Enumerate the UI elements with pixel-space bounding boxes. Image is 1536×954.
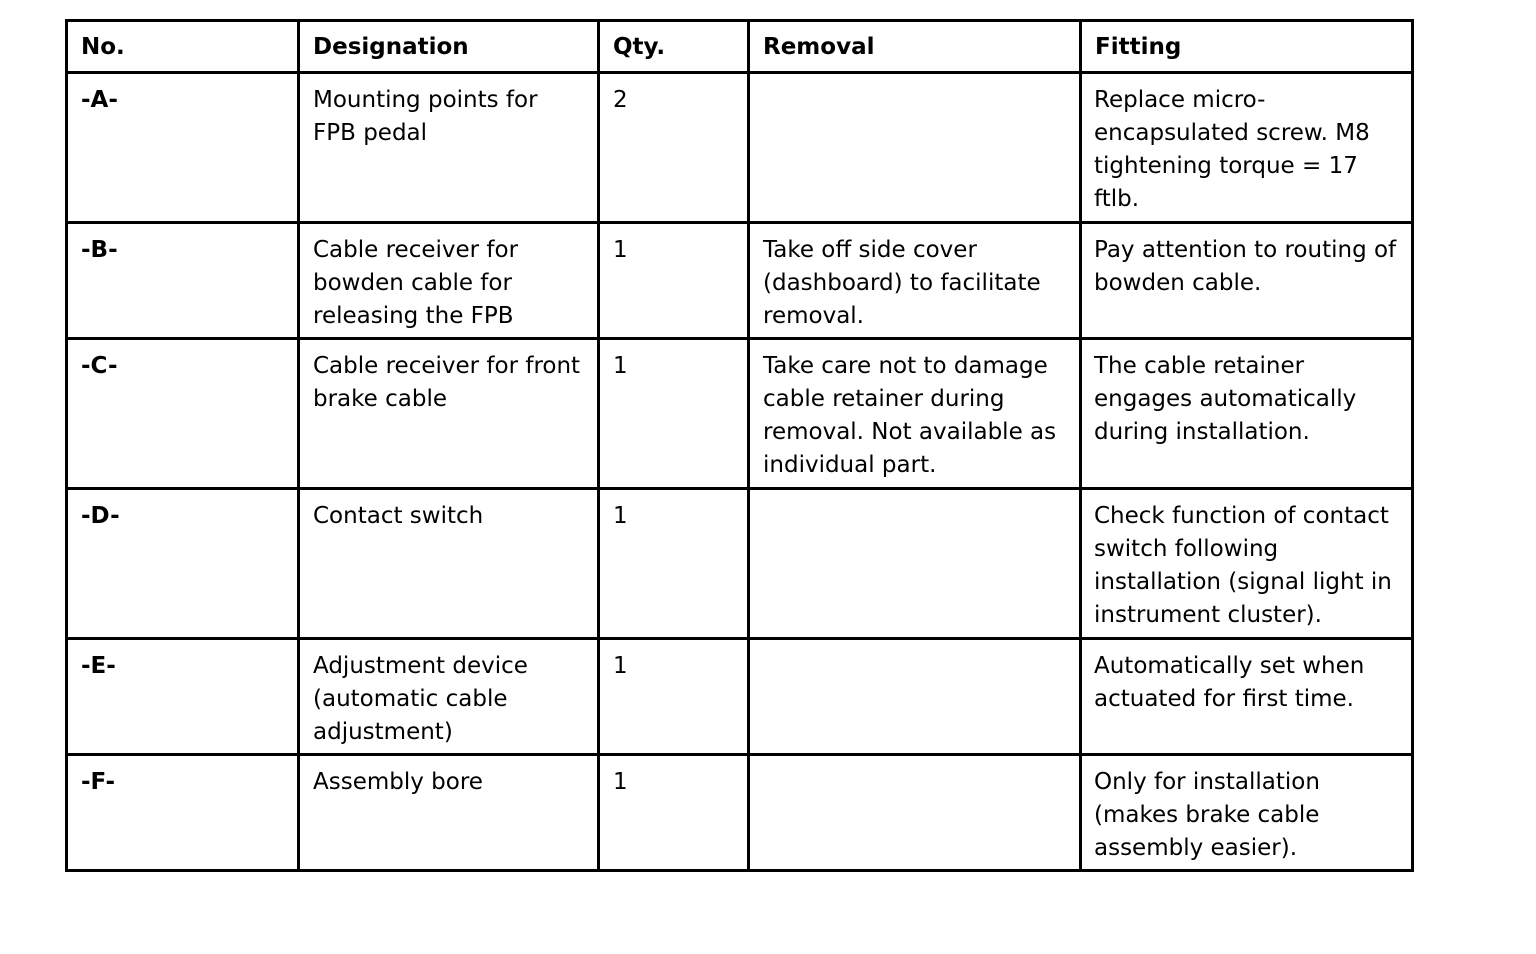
cell-removal: Take care not to damage cable retainer during removal. Not available as individual part. bbox=[749, 339, 1081, 489]
table-row bbox=[67, 489, 1413, 639]
cell-designation: Contact switch bbox=[299, 489, 599, 639]
cell-designation: Cable receiver for front brake cable bbox=[299, 339, 599, 489]
cell-qty: 1 bbox=[599, 223, 749, 339]
cell-removal: Take off side cover (dashboard) to facilitate removal. bbox=[749, 223, 1081, 339]
cell-fitting: Check function of contact switch following installation (signal light in instrument cluster). bbox=[1081, 489, 1413, 639]
header-removal: Removal bbox=[749, 21, 1081, 73]
cell-designation: Adjustment device (automatic cable adjustment) bbox=[299, 639, 599, 755]
header-no: No. bbox=[67, 21, 299, 73]
table-row bbox=[67, 339, 1413, 489]
cell-no: -B- bbox=[67, 223, 299, 339]
header-row bbox=[67, 21, 1413, 73]
table-row bbox=[67, 755, 1413, 871]
cell-qty: 1 bbox=[599, 755, 749, 871]
parts-table-sheet bbox=[65, 19, 1414, 872]
cell-no: -A- bbox=[67, 73, 299, 223]
cell-removal bbox=[749, 755, 1081, 871]
cell-qty: 1 bbox=[599, 639, 749, 755]
cell-no: -E- bbox=[67, 639, 299, 755]
cell-qty: 2 bbox=[599, 73, 749, 223]
cell-removal bbox=[749, 489, 1081, 639]
cell-qty: 1 bbox=[599, 339, 749, 489]
cell-fitting: The cable retainer engages automatically during installation. bbox=[1081, 339, 1413, 489]
cell-designation: Mounting points for FPB pedal bbox=[299, 73, 599, 223]
cell-fitting: Automatically set when actuated for first time. bbox=[1081, 639, 1413, 755]
cell-no: -D- bbox=[67, 489, 299, 639]
cell-removal bbox=[749, 73, 1081, 223]
cell-designation: Assembly bore bbox=[299, 755, 599, 871]
table-row bbox=[67, 223, 1413, 339]
cell-qty: 1 bbox=[599, 489, 749, 639]
cell-no: -C- bbox=[67, 339, 299, 489]
cell-fitting: Replace micro-encapsulated screw. M8 tightening torque = 17 ftlb. bbox=[1081, 73, 1413, 223]
header-designation: Designation bbox=[299, 21, 599, 73]
table-row bbox=[67, 639, 1413, 755]
table-row bbox=[67, 73, 1413, 223]
header-qty: Qty. bbox=[599, 21, 749, 73]
header-fitting: Fitting bbox=[1081, 21, 1413, 73]
cell-no: -F- bbox=[67, 755, 299, 871]
cell-designation: Cable receiver for bowden cable for releasing the FPB bbox=[299, 223, 599, 339]
cell-fitting: Pay attention to routing of bowden cable. bbox=[1081, 223, 1413, 339]
cell-removal bbox=[749, 639, 1081, 755]
cell-fitting: Only for installation (makes brake cable assembly easier). bbox=[1081, 755, 1413, 871]
parts-table bbox=[65, 19, 1414, 872]
